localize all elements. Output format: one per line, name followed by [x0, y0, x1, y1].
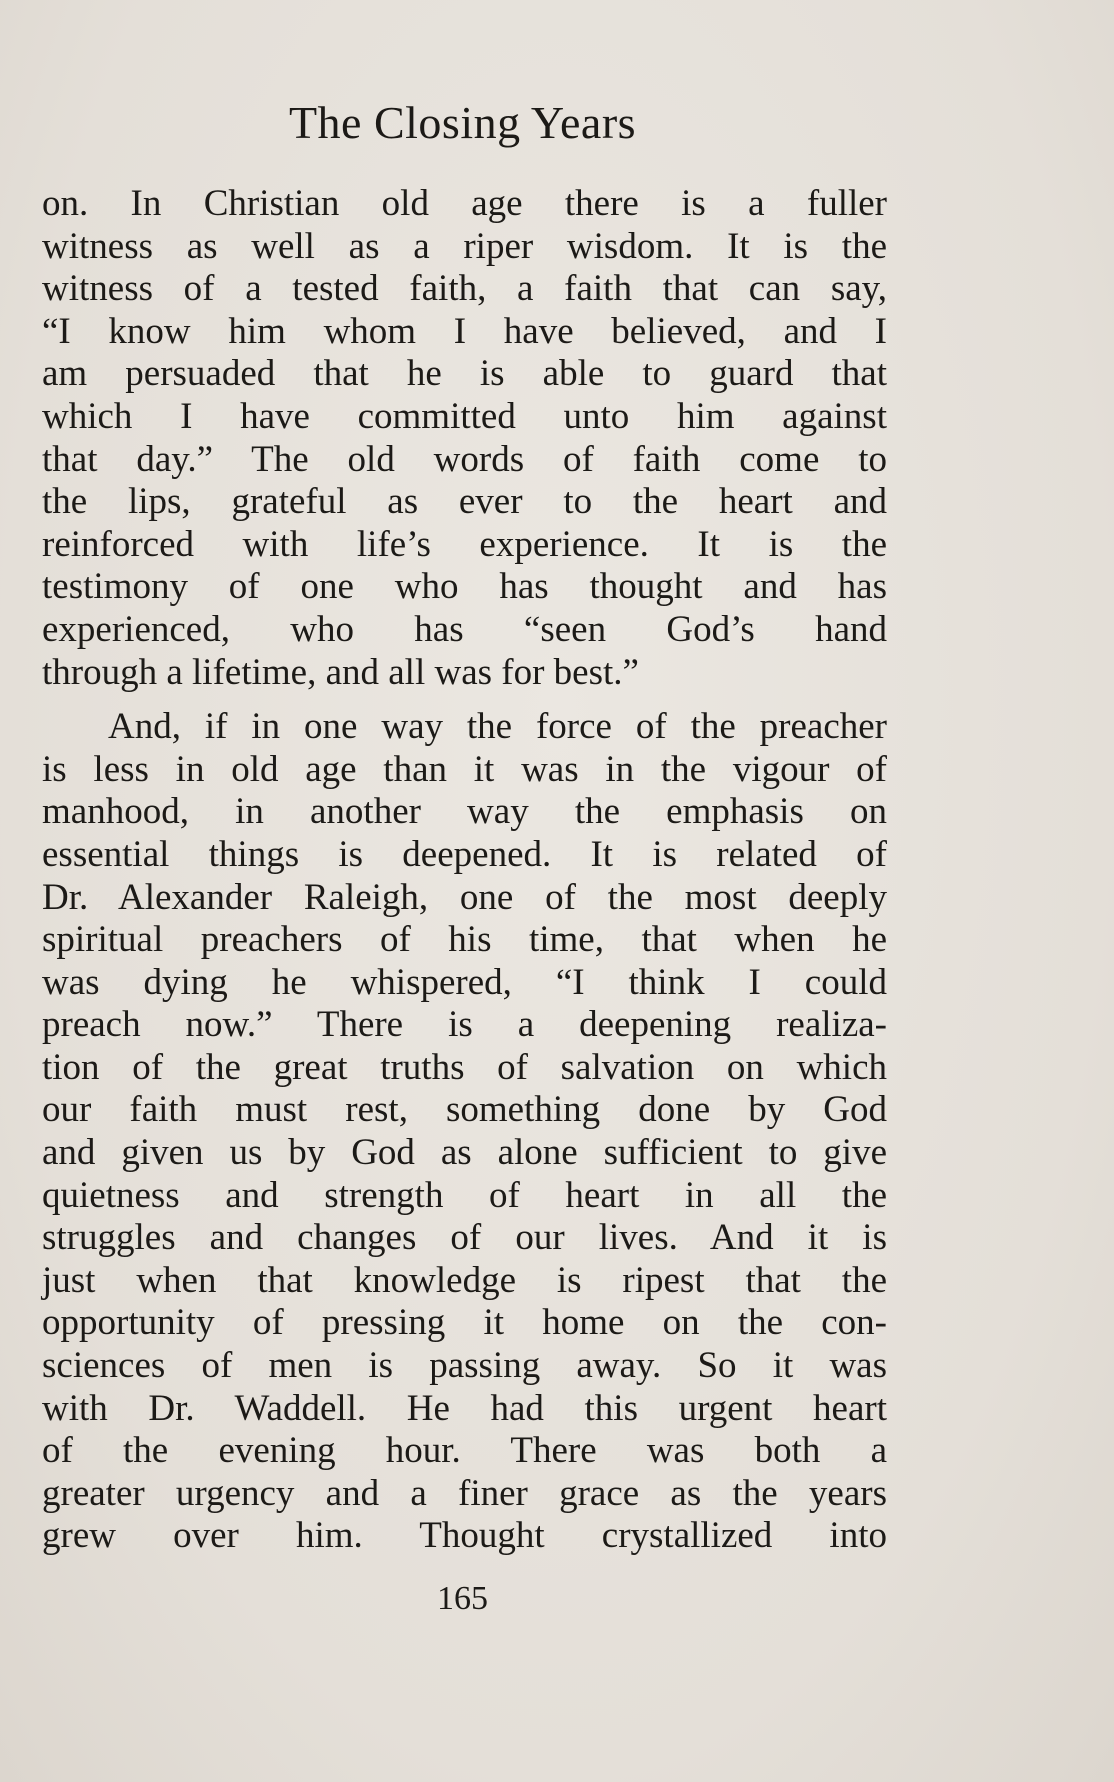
text-line: greater urgency and a finer grace as the years: [42, 1472, 887, 1514]
text-line: through a lifetime, and all was for best.”: [42, 651, 639, 693]
text-line: opportunity of pressing it home on the con-: [42, 1302, 887, 1344]
text-line: of the evening hour. There was both a: [42, 1430, 887, 1472]
page-number: 165: [437, 1580, 488, 1617]
paragraph-2: [42, 706, 887, 1558]
text-line: just when that knowledge is ripest that the: [42, 1259, 887, 1301]
text-line: witness as well as a riper wisdom. It is the: [42, 225, 887, 267]
text-line: testimony of one who has thought and has: [42, 566, 887, 608]
text-line: with Dr. Waddell. He had this urgent heart: [42, 1387, 887, 1429]
text-line: our faith must rest, something done by God: [42, 1089, 887, 1131]
text-line: tion of the great truths of salvation on which: [42, 1046, 887, 1088]
paragraph-1: [42, 183, 887, 694]
text-line: preach now.” There is a deepening realiza-: [42, 1004, 887, 1046]
text-line: sciences of men is passing away. So it was: [42, 1345, 887, 1387]
text-line: witness of a tested faith, a faith that can say,: [42, 268, 887, 310]
text-line: spiritual preachers of his time, that when he: [42, 919, 887, 961]
text-line: was dying he whispered, “I think I could: [42, 961, 887, 1003]
text-line: and given us by God as alone sufficient to give: [42, 1132, 887, 1174]
text-line: am persuaded that he is able to guard that: [42, 353, 887, 395]
text-line: quietness and strength of heart in all the: [42, 1174, 887, 1216]
text-line: which I have committed unto him against: [42, 395, 887, 437]
text-line: experienced, who has “seen God’s hand: [42, 608, 887, 650]
running-head: The Closing Years: [288, 97, 637, 148]
text-line: is less in old age than it was in the vigour of: [42, 748, 887, 790]
text-line: struggles and changes of our lives. And it is: [42, 1217, 887, 1259]
text-line: on. In Christian old age there is a fuller: [42, 183, 887, 224]
text-line: reinforced with life’s experience. It is the: [42, 523, 887, 565]
text-line: that day.” The old words of faith come to: [42, 438, 887, 480]
body-text: [42, 183, 887, 1558]
text-line: the lips, grateful as ever to the heart and: [42, 481, 887, 523]
text-line: essential things is deepened. It is related of: [42, 833, 887, 875]
text-line: And, if in one way the force of the preacher: [108, 706, 887, 748]
text-line: manhood, in another way the emphasis on: [42, 791, 887, 833]
text-line: “I know him whom I have believed, and I: [42, 310, 887, 352]
paragraph-gap: [42, 694, 887, 706]
text-line: grew over him. Thought crystallized into: [42, 1515, 887, 1557]
text-line: Dr. Alexander Raleigh, one of the most deeply: [42, 876, 887, 918]
